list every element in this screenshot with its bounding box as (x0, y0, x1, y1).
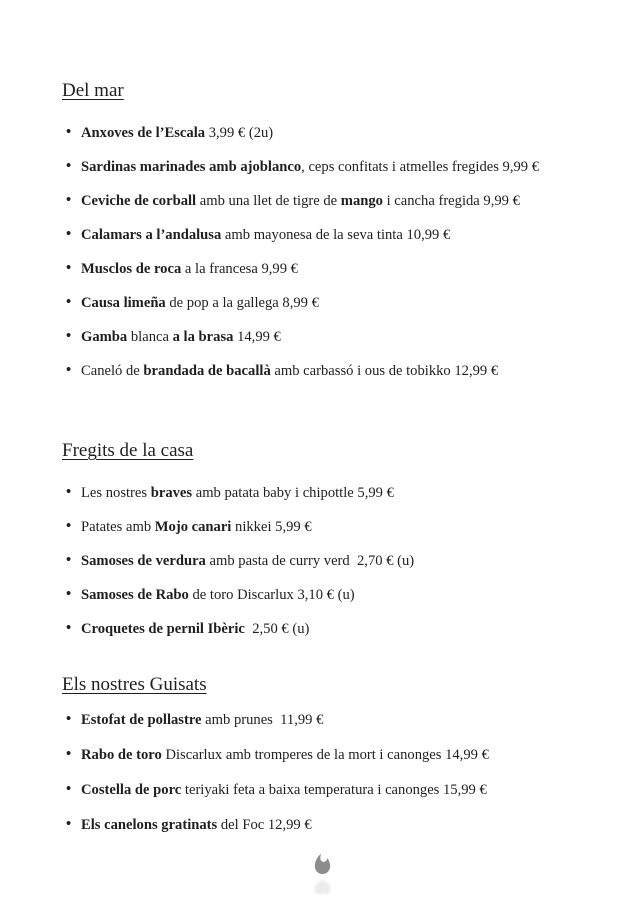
menu-list-fregits (62, 485, 582, 638)
section-heading-fregits: Fregits de la casa (62, 440, 194, 461)
menu-item-text-segment: Estofat de pollastre (81, 712, 202, 728)
menu-item-text-segment: amb patata baby i chipottle 5,99 € (192, 485, 394, 501)
menu-item-text-segment: brandada de bacallà (143, 363, 271, 379)
section-heading-guisats: Els nostres Guisats (62, 674, 207, 695)
menu-item-text-segment: Els canelons gratinats (81, 817, 218, 833)
menu-item-text-segment: Calamars a l’andalusa (81, 227, 222, 243)
section-heading-del-mar: Del mar (62, 80, 124, 101)
menu-item (62, 817, 582, 834)
menu-item (62, 125, 582, 142)
menu-item (62, 587, 582, 604)
restaurant-logo (62, 852, 582, 894)
menu-item (62, 519, 582, 536)
menu-item-text-segment: Les nostres (81, 485, 151, 501)
menu-item (62, 553, 582, 570)
menu-item (62, 782, 582, 799)
menu-item-text-segment: mango (340, 193, 383, 209)
menu-item (62, 159, 582, 176)
menu-item-text-segment: nikkei 5,99 € (231, 519, 312, 535)
menu-item (62, 747, 582, 764)
menu-item-text-segment: , ceps confitats i atmelles fregides 9,99 € (301, 159, 540, 175)
menu-list-del-mar (62, 125, 582, 380)
menu-section-del-mar (62, 79, 582, 380)
menu-item (62, 363, 582, 380)
menu-item-text-segment: Mojo canari (154, 519, 232, 535)
menu-item-text-segment: Sardinas marinades amb ajoblanco (81, 159, 302, 175)
menu-item (62, 227, 582, 244)
menu-item-text-segment: a la francesa 9,99 € (181, 261, 298, 277)
menu-item (62, 295, 582, 312)
menu-item-text-segment: amb una llet de tigre de (196, 193, 341, 209)
menu-item-text-segment: Costella de porc (81, 782, 182, 798)
menu-item-text-segment: 2,50 € (u) (244, 621, 310, 637)
menu-item-text-segment: teriyaki feta a baixa temperatura i canonges 15,99 € (181, 782, 487, 798)
menu-item-text-segment: blanca (127, 329, 173, 345)
menu-item-text-segment: Anxoves de l’Escala (81, 125, 206, 141)
menu-item-text-segment: Gamba (81, 329, 128, 345)
menu-item (62, 261, 582, 278)
menu-item-text-segment: 3,99 € (2u) (205, 125, 274, 141)
menu-item-text-segment: Samoses de Rabo (81, 587, 189, 603)
flame-icon (311, 852, 334, 877)
menu-section-guisats (62, 673, 582, 834)
menu-item-text-segment: braves (150, 485, 193, 501)
menu-item (62, 193, 582, 210)
menu-item-text-segment: de pop a la gallega 8,99 € (165, 295, 319, 311)
menu-item-text-segment: Caneló de (81, 363, 144, 379)
menu-item-text-segment: i cancha fregida 9,99 € (382, 193, 520, 209)
menu-item-text-segment: Patates amb (81, 519, 155, 535)
menu-item-text-segment: Causa limeña (81, 295, 166, 311)
menu-item (62, 621, 582, 638)
menu-item-text-segment: de toro Discarlux 3,10 € (u) (188, 587, 355, 603)
menu-item-text-segment: amb mayonesa de la seva tinta 10,99 € (221, 227, 451, 243)
flame-icon-reflection (311, 878, 334, 894)
menu-item-text-segment: Samoses de verdura (81, 553, 206, 569)
menu-item-text-segment: amb prunes 11,99 € (201, 712, 324, 728)
menu-item (62, 485, 582, 502)
menu-item-text-segment: Rabo de toro (81, 747, 162, 763)
menu-list-guisats (62, 712, 582, 834)
menu-item-text-segment: Musclos de roca (81, 261, 182, 277)
menu-item-text-segment: a la brasa (172, 329, 234, 345)
menu-item-text-segment: amb carbassó i ous de tobikko 12,99 € (270, 363, 499, 379)
menu-item-text-segment: amb pasta de curry verd 2,70 € (u) (205, 553, 415, 569)
menu-item-text-segment: Ceviche de corball (81, 193, 197, 209)
menu-item-text-segment: Discarlux amb tromperes de la mort i canonges 14,99 € (161, 747, 489, 763)
menu-item-text-segment: 14,99 € (233, 329, 281, 345)
menu-section-fregits (62, 439, 582, 638)
menu-item (62, 329, 582, 346)
menu-item (62, 712, 582, 729)
menu-item-text-segment: Croquetes de pernil Ibèric (81, 621, 245, 637)
menu-item-text-segment: del Foc 12,99 € (217, 817, 312, 833)
